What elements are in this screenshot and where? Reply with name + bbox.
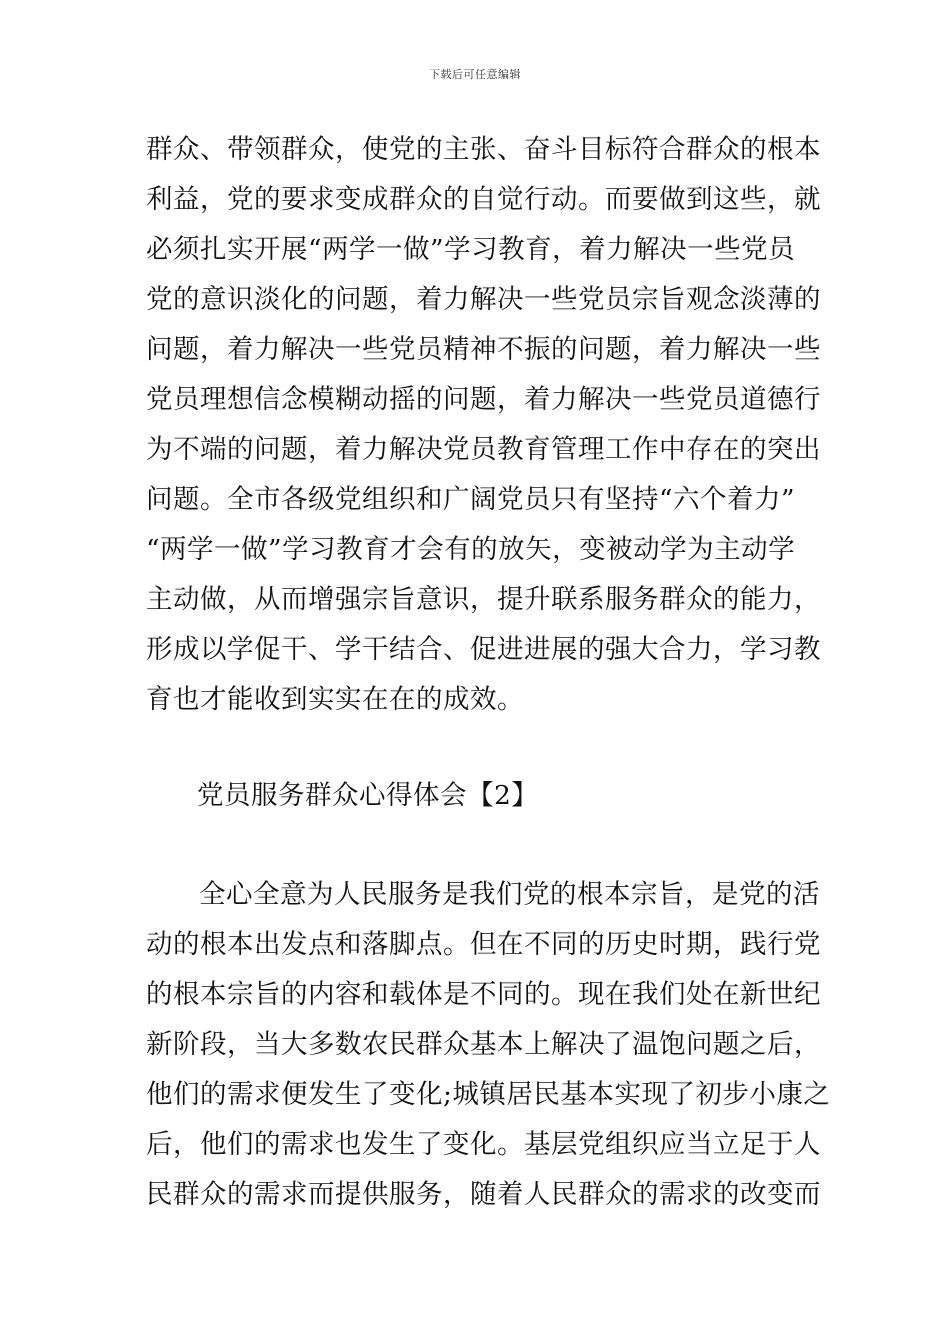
paragraph-line: “两学一做”学习教育才会有的放矢，变被动学为主动学 [146, 534, 796, 565]
paragraph-line: 育也才能收到实实在在的成效。 [146, 684, 524, 715]
paragraph-line: 新阶段，当大多数农民群众基本上解决了温饱问题之后， [146, 1029, 821, 1060]
paragraph-line: 后，他们的需求也发生了变化。基层党组织应当立足于人 [146, 1129, 821, 1160]
paragraph-line: 他们的需求便发生了变化;城镇居民基本实现了初步小康之 [146, 1079, 831, 1110]
section-title: 党员服务群众心得体会【2】 [197, 780, 539, 811]
paragraph-line: 利益，党的要求变成群众的自觉行动。而要做到这些，就 [146, 184, 821, 215]
paragraph-line: 问题。全市各级党组织和广阔党员只有坚持“六个着力” [146, 484, 796, 515]
paragraph-line: 的根本宗旨的内容和载体是不同的。现在我们处在新世纪 [146, 979, 821, 1010]
paragraph-line: 为不端的问题，着力解决党员教育管理工作中存在的突出 [146, 434, 821, 465]
paragraph-line: 民群众的需求而提供服务，随着人民群众的需求的改变而 [146, 1179, 821, 1210]
paragraph-line: 党的意识淡化的问题，着力解决一些党员宗旨观念淡薄的 [146, 284, 821, 315]
paragraph-line: 主动做，从而增强宗旨意识，提升联系服务群众的能力， [146, 584, 821, 615]
paragraph-line: 群众、带领群众，使党的主张、奋斗目标符合群众的根本 [146, 134, 821, 165]
paragraph-line: 形成以学促干、学干结合、促进进展的强大合力，学习教 [146, 634, 821, 665]
paragraph-line: 必须扎实开展“两学一做”学习教育，着力解决一些党员 [146, 234, 796, 265]
paragraph-line: 全心全意为人民服务是我们党的根本宗旨，是党的活 [199, 879, 820, 910]
paragraph-line: 党员理想信念模糊动摇的问题，着力解决一些党员道德行 [146, 384, 821, 415]
paragraph-line: 动的根本出发点和落脚点。但在不同的历史时期，践行党 [146, 929, 821, 960]
header-note: 下载后可任意编辑 [429, 68, 521, 81]
paragraph-line: 问题，着力解决一些党员精神不振的问题，着力解决一些 [146, 334, 821, 365]
